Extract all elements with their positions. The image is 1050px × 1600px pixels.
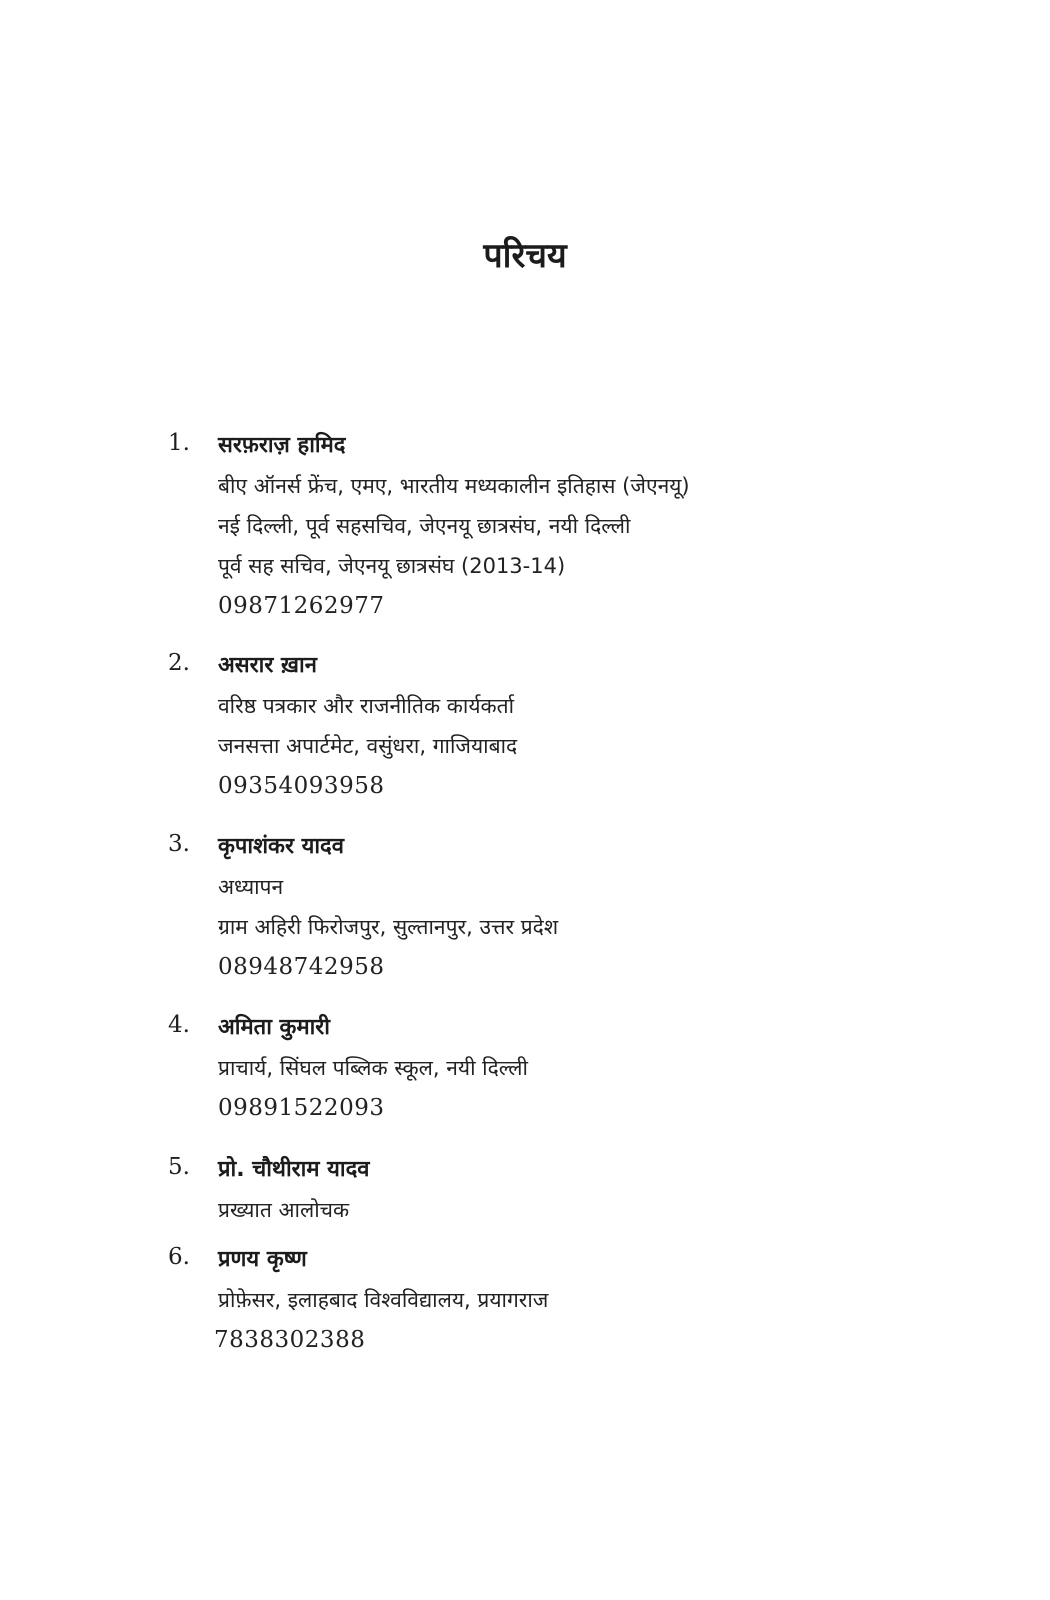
contributor-phone: 7838302388 xyxy=(214,1327,366,1353)
contributor-detail: प्राचार्य, सिंघल पब्लिक स्कूल, नयी दिल्ली xyxy=(218,1056,528,1080)
contributor-phone: 09891522093 xyxy=(218,1095,385,1121)
contributor-detail: बीए ऑनर्स फ्रेंच, एमए, भारतीय मध्यकालीन इतिहास (जेएनयू) xyxy=(218,474,690,498)
contributor-name: अमिता कुमारी xyxy=(218,1015,331,1040)
contributor-name: सरफ़राज़ हामिद xyxy=(218,433,346,458)
contributor-detail: जनसत्ता अपार्टमेट, वसुंधरा, गाजियाबाद xyxy=(218,734,518,758)
entry-body xyxy=(218,426,1018,626)
contributor-phone: 09871262977 xyxy=(218,593,385,619)
entry-body xyxy=(218,1150,1018,1230)
contributor-name: प्रो. चौथीराम यादव xyxy=(218,1157,370,1182)
entry-body xyxy=(218,827,1018,987)
entry-body xyxy=(214,1240,1018,1360)
contributor-name: प्रणय कृष्ण xyxy=(218,1247,307,1272)
contributor-detail: नई दिल्ली, पूर्व सहसचिव, जेएनयू छात्रसंघ, नयी दिल्ली xyxy=(218,514,631,538)
contributor-detail: अध्यापन xyxy=(218,875,284,899)
entry-number: 3. xyxy=(168,831,190,857)
entry-number: 1. xyxy=(168,430,190,456)
contributor-detail: प्रख्यात आलोचक xyxy=(218,1198,350,1222)
entry-body xyxy=(218,1008,1018,1128)
contributor-detail: वरिष्ठ पत्रकार और राजनीतिक कार्यकर्ता xyxy=(218,694,515,718)
contributor-name: असरार ख़ान xyxy=(218,653,317,678)
contributor-phone: 08948742958 xyxy=(218,954,385,980)
entry-number: 5. xyxy=(168,1154,190,1180)
contributor-name: कृपाशंकर यादव xyxy=(218,834,344,859)
page-title: परिचय xyxy=(483,236,567,276)
contributor-detail: पूर्व सह सचिव, जेएनयू छात्रसंघ (2013-14) xyxy=(218,554,566,578)
entry-number: 6. xyxy=(168,1244,190,1270)
entry-number: 4. xyxy=(168,1012,190,1038)
entry-body xyxy=(218,646,1018,806)
entry-number: 2. xyxy=(168,650,190,676)
contributor-detail: ग्राम अहिरी फिरोजपुर, सुल्तानपुर, उत्तर प्रदेश xyxy=(218,915,559,939)
contributor-phone: 09354093958 xyxy=(218,773,385,799)
contributor-detail: प्रोफ़ेसर, इलाहबाद विश्वविद्यालय, प्रयागराज xyxy=(218,1288,549,1312)
